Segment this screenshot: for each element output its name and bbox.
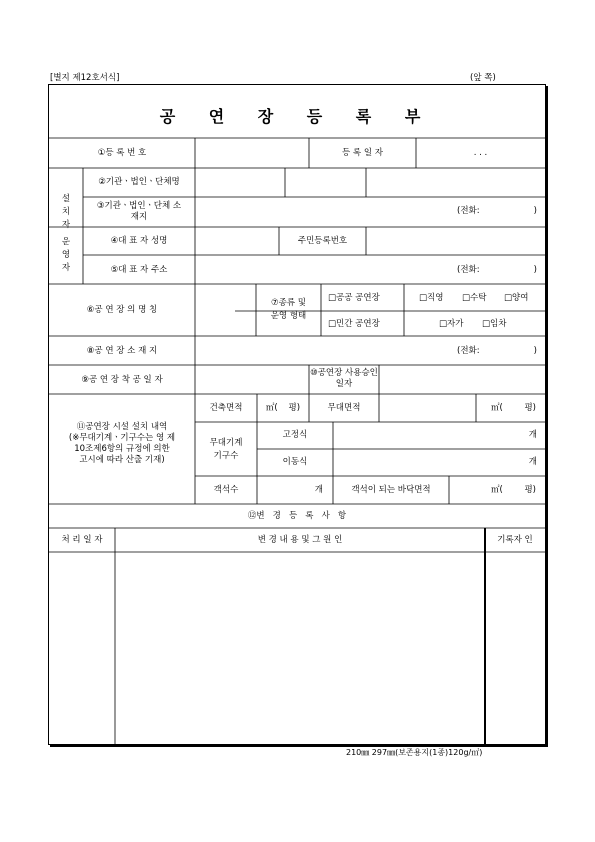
use-approval-date-label: ⑩공연장 사용승인 일자 bbox=[310, 368, 378, 389]
representative-address-label: ⑤대 표 자 주소 bbox=[110, 265, 168, 275]
installer-address-label: ③기관ㆍ법인ㆍ단체 소 재지 bbox=[96, 201, 182, 222]
construction-start-label: ⑨공 연 장 착 공 일 자 bbox=[81, 375, 163, 385]
installer-phone[interactable]: (전화: ) bbox=[457, 206, 537, 216]
seat-floor-area-unit: ㎡( 평) bbox=[491, 485, 536, 495]
venue-name-label: ⑥공 연 장 의 명 칭 bbox=[86, 305, 158, 315]
change-content-header: 변 경 내 용 및 그 원 인 bbox=[257, 535, 343, 545]
form-title: 공 연 장 등 록 부 bbox=[159, 107, 435, 126]
building-area-unit: ㎡( 평) bbox=[265, 403, 301, 413]
operator-section-label: 운 영 자 bbox=[61, 237, 71, 273]
facilities-label: ⑪공연장 시설 설치 내역 (※무대기계ㆍ기구수는 영 제 10조제6항의 규정에 의한 고시에 따라 산출 기재) bbox=[68, 422, 176, 465]
paper-spec: 210㎜ 297㎜(보존용지(1종)120g/㎡) bbox=[346, 748, 483, 757]
fixed-machine-label: 고정식 bbox=[282, 430, 308, 440]
installer-name-label: ②기관ㆍ법인ㆍ단체명 bbox=[98, 177, 180, 187]
stage-area-label: 무대면적 bbox=[327, 403, 361, 413]
installer-section-label: 설 치 자 bbox=[61, 194, 71, 230]
processing-date-header: 처 리 일 자 bbox=[61, 535, 103, 545]
private-venue-checkbox[interactable]: □민간 공연장 bbox=[328, 319, 380, 329]
public-venue-checkbox[interactable]: □공공 공연장 bbox=[328, 293, 380, 303]
registration-number-label: ①등 록 번 호 bbox=[97, 148, 147, 158]
operator-phone[interactable]: (전화: ) bbox=[457, 265, 537, 275]
venue-type-label: ⑦종류 및 운영 형태 bbox=[270, 298, 307, 321]
mobile-machine-label: 이동식 bbox=[282, 457, 308, 467]
stage-machine-count-label: 무대기계 기구수 bbox=[209, 438, 243, 461]
venue-address-label: ⑧공 연 장 소 재 지 bbox=[86, 346, 158, 356]
fixed-machine-unit: 개 bbox=[528, 430, 537, 440]
transfer-checkbox[interactable]: □양여 bbox=[504, 293, 529, 303]
venue-phone[interactable]: (전화: ) bbox=[457, 346, 537, 356]
change-registration-title: ⑫변 경 등 록 사 항 bbox=[247, 511, 347, 521]
building-area-label: 건축면적 bbox=[209, 403, 243, 413]
resident-number-label: 주민등록번호 bbox=[297, 236, 348, 246]
seat-floor-area-label: 객석이 되는 바닥면적 bbox=[351, 485, 431, 495]
seat-count-label: 객석수 bbox=[213, 485, 239, 495]
form-number: [별지 제12호서식] bbox=[50, 73, 120, 83]
consignment-checkbox[interactable]: □수탁 bbox=[462, 293, 487, 303]
mobile-machine-unit: 개 bbox=[528, 457, 537, 467]
direct-operation-checkbox[interactable]: □직영 bbox=[419, 293, 444, 303]
rented-checkbox[interactable]: □임차 bbox=[482, 319, 507, 329]
representative-name-label: ④대 표 자 성명 bbox=[110, 236, 168, 246]
registration-form bbox=[48, 84, 546, 745]
stage-area-unit: ㎡( 평) bbox=[491, 403, 536, 413]
registration-date-label: 등 록 일 자 bbox=[342, 148, 383, 158]
owned-checkbox[interactable]: □자가 bbox=[439, 319, 464, 329]
recorder-seal-header: 기록자 인 bbox=[497, 535, 533, 545]
seat-count-unit: 개 bbox=[314, 485, 323, 495]
registration-date-field[interactable]: . . . bbox=[473, 148, 488, 158]
page-side: (앞 쪽) bbox=[470, 73, 496, 83]
